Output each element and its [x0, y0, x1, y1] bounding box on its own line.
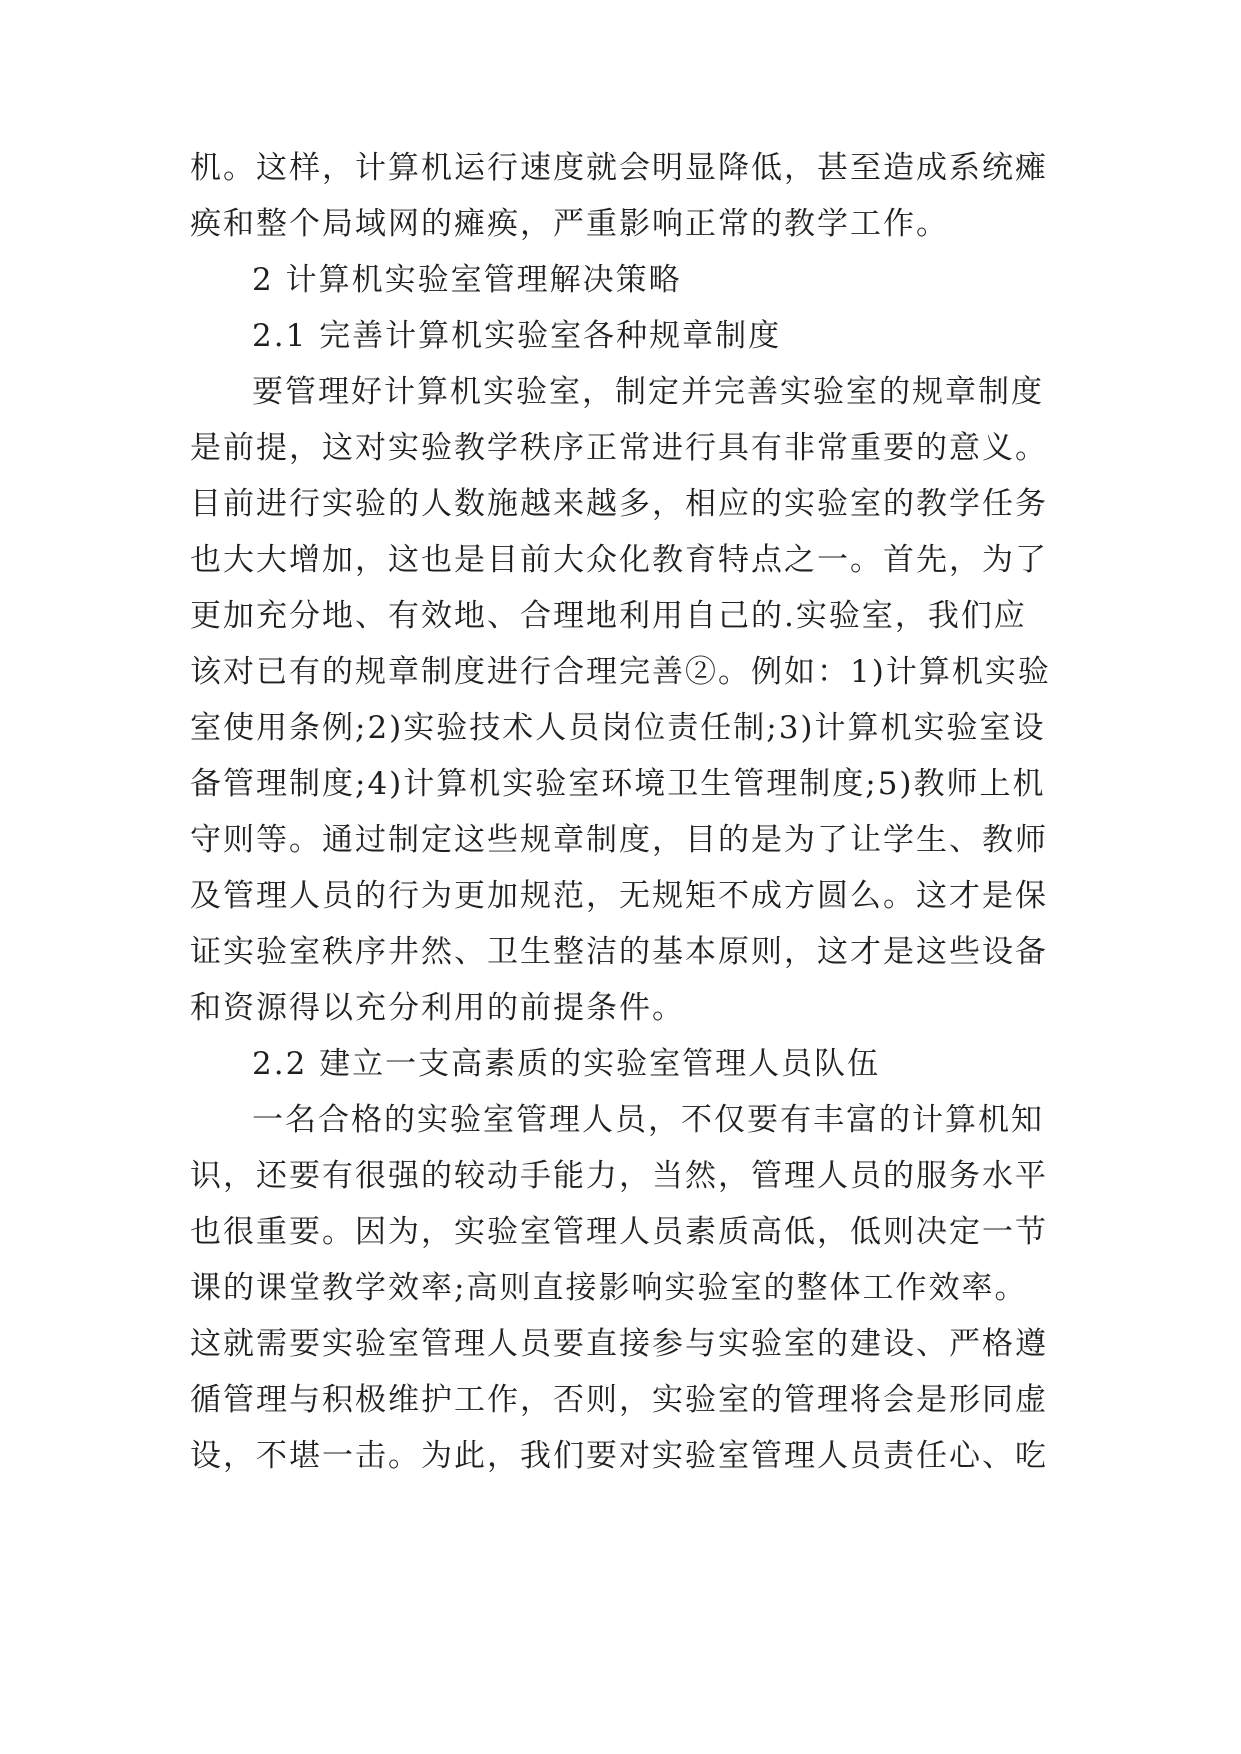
body-line: 室使用条例;2)实验技术人员岗位责任制;3)计算机实验室设 — [190, 710, 1046, 746]
body-line: 备管理制度;4)计算机实验室环境卫生管理制度;5)教师上机 — [190, 766, 1046, 802]
body-line: 机。这样，计算机运行速度就会明显降低，甚至造成系统瘫 — [190, 150, 1048, 186]
body-line: 这就需要实验室管理人员要直接参与实验室的建设、严格遵 — [190, 1326, 1048, 1362]
body-line: 及管理人员的行为更加规范，无规矩不成方圆么。这才是保 — [190, 878, 1048, 914]
body-line: 证实验室秩序井然、卫生整洁的基本原则，这才是这些设备 — [190, 934, 1048, 970]
body-line: 识，还要有很强的较动手能力，当然，管理人员的服务水平 — [190, 1158, 1048, 1194]
paragraph-first-line: 一名合格的实验室管理人员，不仅要有丰富的计算机知 — [252, 1102, 1044, 1138]
body-line: 是前提，这对实验教学秩序正常进行具有非常重要的意义。 — [190, 430, 1048, 466]
body-line: 循管理与积极维护工作，否则，实验室的管理将会是形同虚 — [190, 1382, 1048, 1418]
section-heading: 2 计算机实验室管理解决策略 — [252, 262, 682, 298]
body-line: 也很重要。因为，实验室管理人员素质高低，低则决定一节 — [190, 1214, 1048, 1250]
body-line: 更加充分地、有效地、合理地利用自己的.实验室，我们应 — [190, 598, 1027, 634]
body-line: 也大大增加，这也是目前大众化教育特点之一。首先，为了 — [190, 542, 1048, 578]
body-line: 课的课堂教学效率;高则直接影响实验室的整体工作效率。 — [190, 1270, 1028, 1306]
body-line: 设，不堪一击。为此，我们要对实验室管理人员责任心、吃 — [190, 1438, 1048, 1474]
body-line: 痪和整个局域网的瘫痪，严重影响正常的教学工作。 — [190, 206, 949, 242]
subsection-heading: 2.2 建立一支高素质的实验室管理人员队伍 — [252, 1046, 881, 1082]
body-line: 目前进行实验的人数施越来越多，相应的实验室的教学任务 — [190, 486, 1048, 522]
body-line: 守则等。通过制定这些规章制度，目的是为了让学生、教师 — [190, 822, 1048, 858]
paragraph-first-line: 要管理好计算机实验室，制定并完善实验室的规章制度 — [252, 374, 1044, 410]
body-line: 和资源得以充分利用的前提条件。 — [190, 990, 685, 1026]
subsection-heading: 2.1 完善计算机实验室各种规章制度 — [252, 318, 782, 354]
body-line: 该对已有的规章制度进行合理完善②。例如：1)计算机实验 — [190, 654, 1051, 690]
